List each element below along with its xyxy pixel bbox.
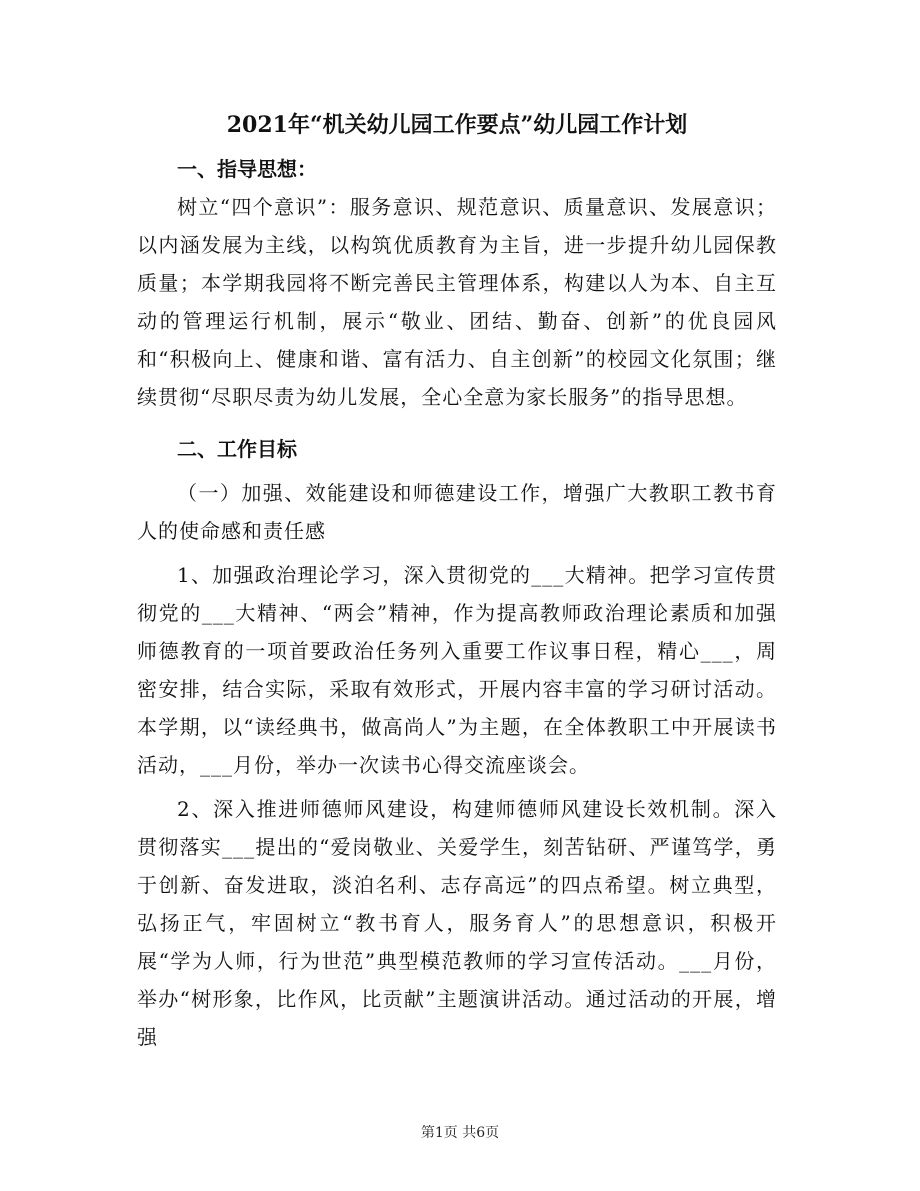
paragraph: （一）加强、效能建设和师德建设工作，增强广大教职工教书育人的使命感和责任感 <box>137 481 777 543</box>
paragraph: 1、加强政治理论学习，深入贯彻党的___大精神。把学习宣传贯彻党的___大精神、“两会”精神，作为提高教师政治理论素质和加强师德教育的一项首要政治任务列入重要工作议事日程，精心___，周密安排，结合实际，采取有效形式，开展内容丰富的学习研讨活动。本学期，以“读经典书，做高尚人”为主题，在全体教职工中开展读书活动，___月份，举办一次读书心得交流座谈会。 <box>137 563 777 777</box>
section-work-goals <box>137 430 777 1056</box>
section-guiding-thought <box>137 150 777 416</box>
page-number: 第1页 共6页 <box>420 1125 500 1141</box>
section-heading: 二、工作目标 <box>177 437 297 461</box>
paragraph: 树立“四个意识”：服务意识、规范意识、质量意识、发展意识；以内涵发展为主线，以构筑优质教育为主旨，进一步提升幼儿园保教质量；本学期我园将不断完善民主管理体系，构建以人为本、自主互动的管理运行机制，展示“敬业、团结、勤奋、创新”的优良园风和“积极向上、健康和谐、富有活力、自主创新”的校园文化氛围；继续贯彻“尽职尽责为幼儿发展，全心全意为家长服务”的指导思想。 <box>137 195 777 409</box>
paragraph: 2、深入推进师德师风建设，构建师德师风建设长效机制。深入贯彻落实___提出的“爱岗敬业、关爱学生，刻苦钻研、严谨笃学，勇于创新、奋发进取，淡泊名利、志存高远”的四点希望。树立典型，弘扬正气，牢固树立“教书育人，服务育人”的思想意识，积极开展“学为人师，行为世范”典型模范教师的学习宣传活动。___月份，举办“树形象，比作风，比贡献”主题演讲活动。通过活动的开展，增强 <box>137 797 777 1049</box>
section-heading: 一、指导思想： <box>177 157 317 181</box>
document-title: 2021年“机关幼儿园工作要点”幼儿园工作计划 <box>226 112 688 138</box>
document-body <box>137 100 777 1056</box>
